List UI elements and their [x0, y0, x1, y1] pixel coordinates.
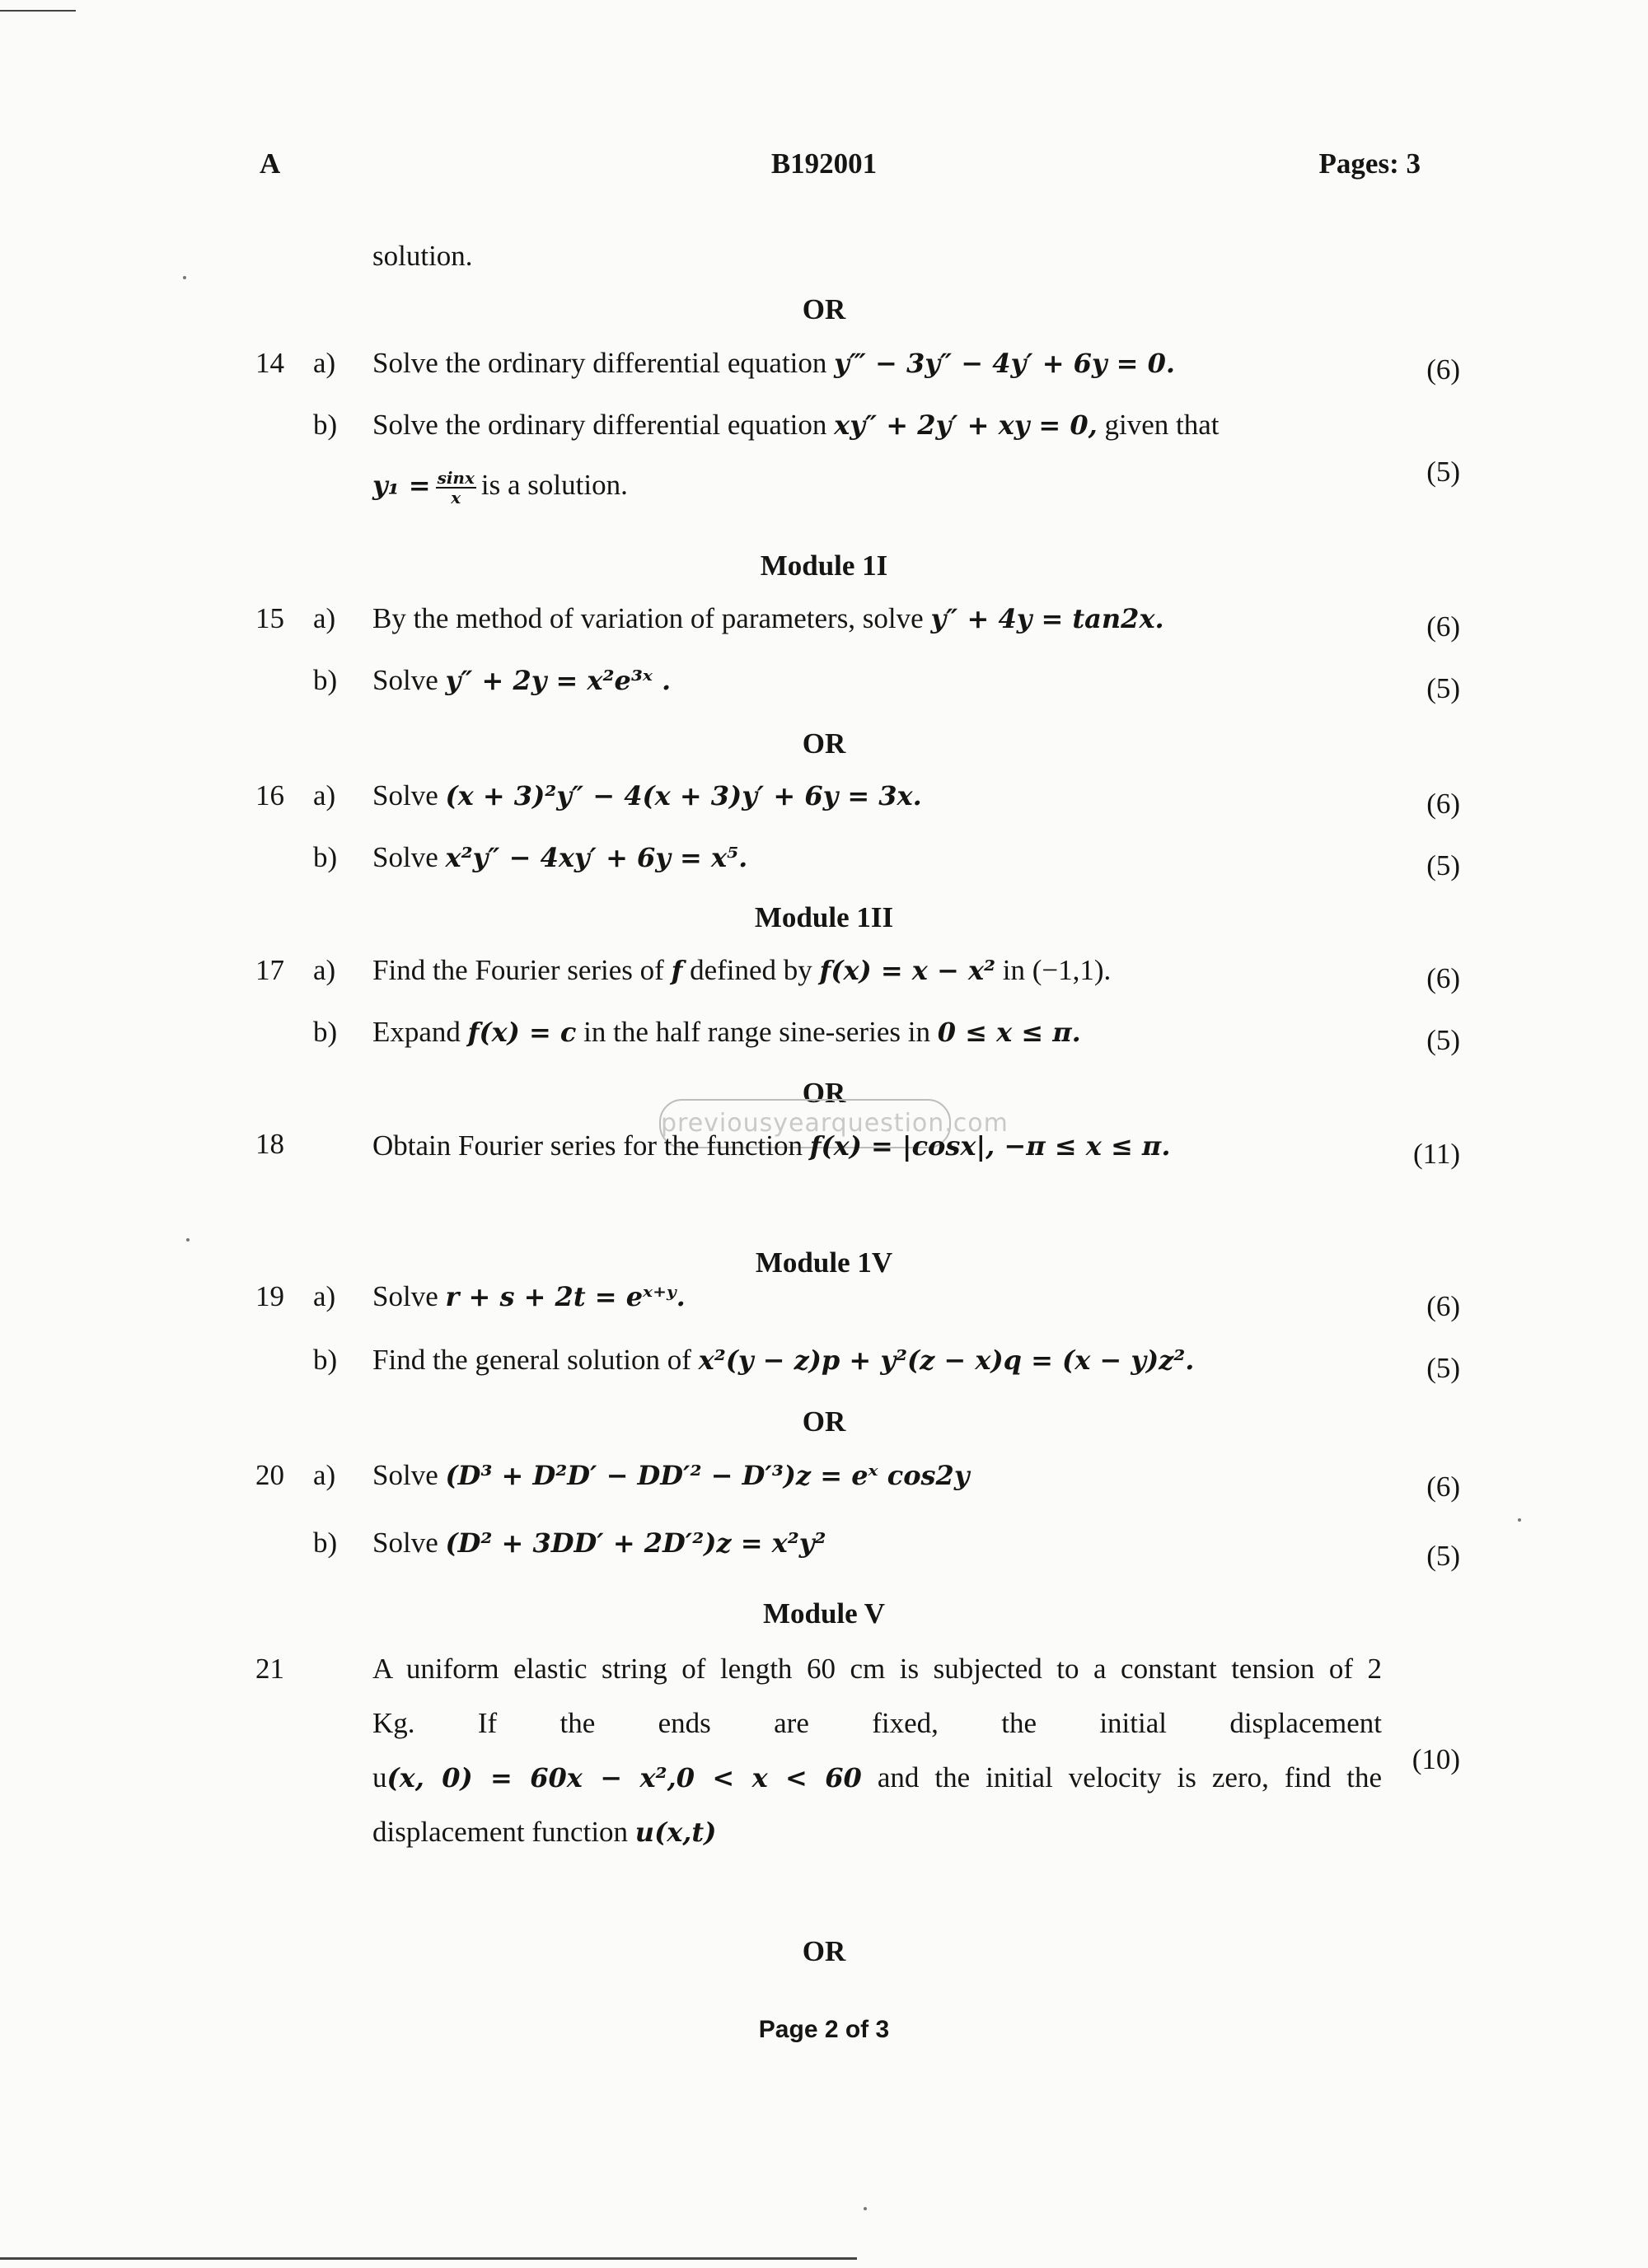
- equation: (D² + 3DD′ + 2D′²)z = x²y²: [445, 1527, 826, 1559]
- question-prompt: Solve: [372, 664, 438, 696]
- marks: (6): [1426, 610, 1460, 643]
- marks: (5): [1426, 1540, 1460, 1572]
- sub-question-label: a): [313, 954, 336, 986]
- question-text: [372, 779, 922, 813]
- marks: (11): [1412, 1138, 1460, 1170]
- or-divider: OR: [802, 293, 846, 325]
- marks: (6): [1426, 962, 1460, 994]
- question-number: 16: [255, 779, 284, 811]
- sub-question-label: a): [313, 1280, 336, 1312]
- marks: (5): [1426, 672, 1460, 704]
- question-prompt: Find the general solution of: [372, 1344, 691, 1376]
- equation: x²(y − z)p + y²(z − x)q = (x − y)z².: [698, 1344, 1195, 1376]
- module-heading: Module 1II: [754, 901, 894, 933]
- marks: (5): [1426, 849, 1460, 881]
- fraction: [436, 469, 476, 507]
- equation: x²y″ − 4xy′ + 6y = x⁵.: [445, 842, 748, 873]
- module-heading: Module 1I: [760, 549, 888, 582]
- or-divider: OR: [802, 1405, 846, 1438]
- scan-edge-line: [0, 10, 76, 12]
- sub-question-label: b): [313, 1016, 338, 1048]
- marks: (6): [1426, 1290, 1460, 1322]
- or-divider: OR: [802, 1935, 846, 1967]
- equation: (x + 3)²y″ − 4(x + 3)y′ + 6y = 3x.: [445, 780, 922, 811]
- question-number: 14: [255, 347, 284, 379]
- question-text-line: Kg. If the ends are fixed, the initial displacement: [372, 1707, 1382, 1739]
- question-prompt: Solve: [372, 1280, 438, 1312]
- question-text: [372, 1526, 826, 1560]
- or-divider: OR: [802, 727, 846, 760]
- sub-question-label: b): [313, 1344, 338, 1376]
- question-prompt: Solve: [372, 779, 438, 811]
- marks: (6): [1426, 788, 1460, 820]
- equation: xy″ + 2y′ + xy = 0,: [834, 409, 1098, 441]
- question-number: 17: [255, 954, 284, 986]
- question-text: [372, 663, 671, 698]
- series-label: A: [260, 147, 281, 180]
- marks: (5): [1426, 456, 1460, 488]
- continuation-text: solution.: [372, 240, 473, 272]
- question-prompt: defined by: [690, 954, 812, 986]
- equation: (x, 0) = 60x − x²,0 < x < 60: [386, 1762, 862, 1793]
- question-text: [372, 601, 1164, 636]
- question-text-line: A uniform elastic string of length 60 cm is subjected to a constant tension of 2: [372, 1653, 1382, 1685]
- question-number: 20: [255, 1459, 284, 1491]
- question-text: [372, 1458, 969, 1493]
- paper-code: B192001: [770, 147, 878, 180]
- module-heading: Module 1V: [755, 1246, 893, 1279]
- watermark: previousyearquestion.com: [659, 1099, 951, 1148]
- equation: y‴ − 3y″ − 4y′ + 6y = 0.: [834, 348, 1175, 379]
- question-text: [372, 1343, 1194, 1377]
- question-text-line: [372, 1805, 1382, 1859]
- question-prompt: Find the Fourier series of: [372, 954, 664, 986]
- sub-question-label: b): [313, 409, 338, 441]
- question-prompt: Solve: [372, 841, 438, 873]
- marks: (5): [1426, 1352, 1460, 1384]
- question-prompt: u: [372, 1761, 387, 1793]
- sub-question-label: a): [313, 347, 336, 379]
- equation: y″ + 2y = x²e³ˣ .: [445, 665, 672, 696]
- marks: (6): [1426, 1471, 1460, 1503]
- question-number: 15: [255, 602, 284, 634]
- page-count: Pages: 3: [1318, 147, 1421, 180]
- question-prompt: in (−1,1).: [1002, 954, 1112, 986]
- sub-question-label: b): [313, 841, 338, 873]
- question-prompt: displacement function: [372, 1816, 629, 1848]
- scan-speck: [186, 1238, 190, 1242]
- equation: u(x,t): [634, 1817, 717, 1848]
- equation: f: [671, 955, 683, 986]
- question-text: [372, 840, 747, 875]
- marks: (5): [1426, 1024, 1460, 1056]
- module-heading: Module V: [762, 1597, 886, 1630]
- equation: y₁ =: [372, 470, 431, 501]
- page-footer: Page 2 of 3: [758, 2016, 890, 2043]
- question-text: [372, 1279, 686, 1314]
- question-prompt: Expand: [372, 1016, 461, 1048]
- equation: (D³ + D²D′ − DD′² − D′³)z = eˣ cos2y: [445, 1460, 970, 1491]
- equation: 0 ≤ x ≤ π.: [937, 1017, 1081, 1048]
- sub-question-label: a): [313, 602, 336, 634]
- question-text: [372, 1015, 1081, 1050]
- question-prompt: Solve the ordinary differential equation: [372, 347, 827, 379]
- marks: (10): [1412, 1743, 1460, 1775]
- scan-speck: [1518, 1518, 1521, 1522]
- question-text: [372, 408, 1220, 442]
- marks: (6): [1426, 353, 1460, 386]
- scan-edge-line: [0, 2257, 857, 2260]
- question-prompt: Solve the ordinary differential equation: [372, 409, 827, 441]
- equation: y″ + 4y = tan2x.: [930, 603, 1164, 634]
- question-prompt: is a solution.: [480, 469, 628, 501]
- sub-question-label: b): [313, 664, 338, 696]
- question-text: [372, 346, 1175, 381]
- scan-speck: [864, 2207, 867, 2210]
- question-text: [372, 1129, 1170, 1163]
- fraction-denominator: x: [451, 487, 461, 507]
- sub-question-label: b): [313, 1527, 338, 1559]
- question-text: [372, 468, 628, 507]
- question-prompt: and the initial velocity is zero, find the: [877, 1761, 1383, 1793]
- question-text-line: [372, 1751, 1382, 1805]
- question-prompt: given that: [1104, 409, 1220, 441]
- question-number: 19: [255, 1280, 284, 1312]
- equation: f(x) = c: [467, 1017, 577, 1048]
- question-prompt: Obtain Fourier series for the function: [372, 1129, 803, 1162]
- sub-question-label: a): [313, 1459, 336, 1491]
- equation: f(x) = x − x²: [819, 955, 996, 986]
- equation: r + s + 2t = eˣ⁺ʸ.: [445, 1281, 686, 1312]
- question-21-body: [372, 1642, 1382, 1859]
- question-number: 18: [255, 1128, 284, 1160]
- fraction-numerator: sinx: [437, 467, 475, 488]
- question-prompt: Solve: [372, 1459, 438, 1491]
- sub-question-label: a): [313, 779, 336, 811]
- or-divider: OR: [802, 1077, 846, 1109]
- equation: f(x) = |cosx|, −π ≤ x ≤ π.: [809, 1130, 1171, 1162]
- question-prompt: Solve: [372, 1527, 438, 1559]
- scan-speck: [183, 276, 186, 279]
- question-text: [372, 953, 1111, 988]
- question-prompt: By the method of variation of parameters, solve: [372, 602, 924, 634]
- question-prompt: in the half range sine-series in: [583, 1016, 930, 1048]
- question-number: 21: [255, 1653, 284, 1685]
